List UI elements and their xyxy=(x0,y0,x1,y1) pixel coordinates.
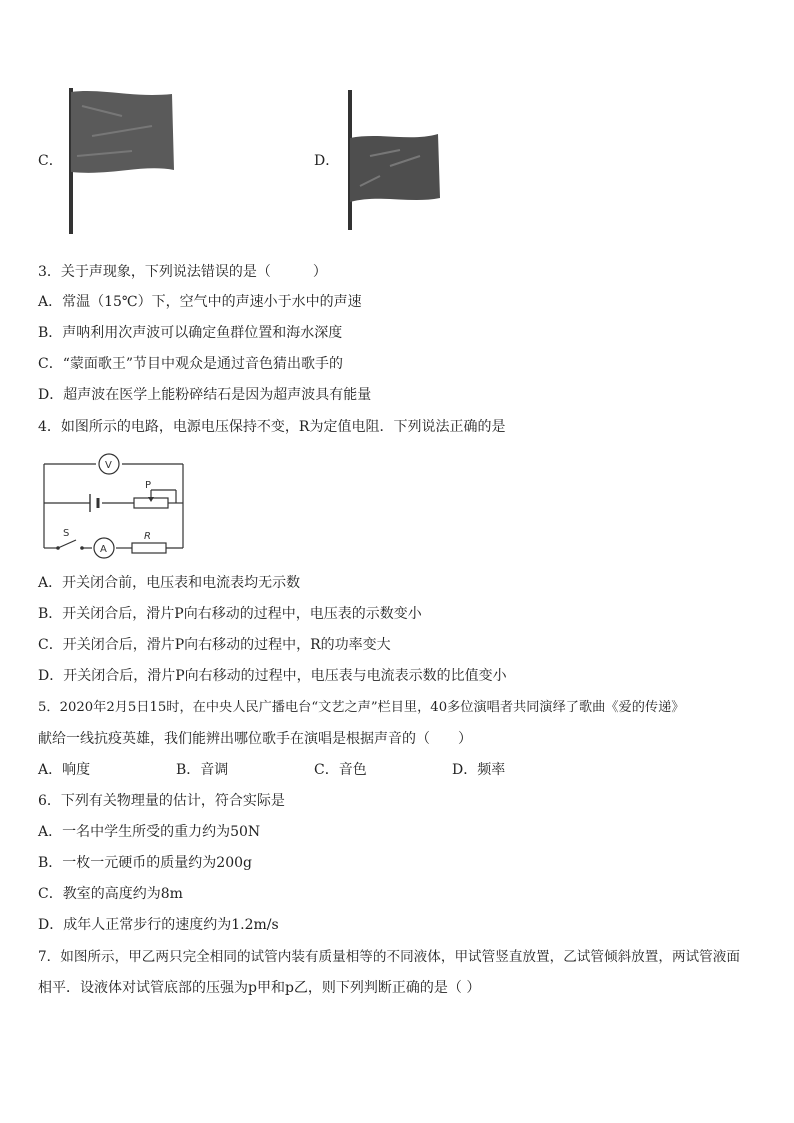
q5-option-c: C．音色 xyxy=(314,762,367,778)
flag-option-c-label: C． xyxy=(38,153,63,169)
q5-option-a: A．响度 xyxy=(38,762,91,778)
q4-option-a: A．开关闭合前，电压表和电流表均无示数 xyxy=(38,575,301,591)
q4-stem: 4．如图所示的电路，电源电压保持不变，R为定值电阻．下列说法正确的是 xyxy=(38,419,506,435)
q7-stem-line2: 相平．设液体对试管底部的压强为p甲和p乙，则下列判断正确的是（ ） xyxy=(38,980,481,996)
flag-c-image xyxy=(62,86,182,236)
q3-option-d: D．超声波在医学上能粉碎结石是因为超声波具有能量 xyxy=(38,387,372,403)
q4-option-c: C．开关闭合后，滑片P向右移动的过程中，R的功率变大 xyxy=(38,637,391,653)
switch-label: S xyxy=(63,528,70,539)
q4-circuit-diagram xyxy=(38,448,198,560)
flag-d-image xyxy=(340,86,450,236)
flag-option-d-label: D． xyxy=(314,153,340,169)
q3-stem: 3．关于声现象，下列说法错误的是（ ） xyxy=(38,264,327,280)
q6-stem: 6．下列有关物理量的估计，符合实际是 xyxy=(38,793,285,809)
q3-option-b: B．声呐利用次声波可以确定鱼群位置和海水深度 xyxy=(38,325,343,341)
voltmeter-label: V xyxy=(105,460,112,471)
resistor-label: R xyxy=(144,531,151,542)
q7-stem-line1: 7．如图所示，甲乙两只完全相同的试管内装有质量相等的不同液体，甲试管竖直放置，乙试管倾斜放置，两试管液面 xyxy=(38,949,740,965)
resistor-box xyxy=(132,543,166,553)
q6-option-d: D．成年人正常步行的速度约为1.2m/s xyxy=(38,917,279,933)
q5-stem-line2: 献给一线抗疫英雄，我们能辨出哪位歌手在演唱是根据声音的（ ） xyxy=(38,731,472,747)
q5-option-b: B．音调 xyxy=(176,762,229,778)
flag-d-cloth xyxy=(350,134,440,202)
q3-option-c: C．“蒙面歌王”节目中观众是通过音色猜出歌手的 xyxy=(38,356,344,372)
slider-label: P xyxy=(145,480,152,491)
q6-option-c: C．教室的高度约为8m xyxy=(38,886,183,902)
q5-option-d: D．频率 xyxy=(452,762,506,778)
q3-option-a: A．常温（15℃）下，空气中的声速小于水中的声速 xyxy=(38,294,362,310)
ammeter-label: A xyxy=(100,544,107,555)
flag-c-cloth xyxy=(71,91,174,173)
q5-stem-line1: 5．2020年2月5日15时，在中央人民广播电台“文艺之声”栏目里，40多位演唱者共同演绎了歌曲《爱的传递》 xyxy=(38,700,685,715)
q4-option-b: B．开关闭合后，滑片P向右移动的过程中，电压表的示数变小 xyxy=(38,606,422,622)
q6-option-a: A．一名中学生所受的重力约为50N xyxy=(38,824,261,840)
q4-option-d: D．开关闭合后，滑片P向右移动的过程中，电压表与电流表示数的比值变小 xyxy=(38,668,507,684)
q6-option-b: B．一枚一元硬币的质量约为200g xyxy=(38,855,252,871)
